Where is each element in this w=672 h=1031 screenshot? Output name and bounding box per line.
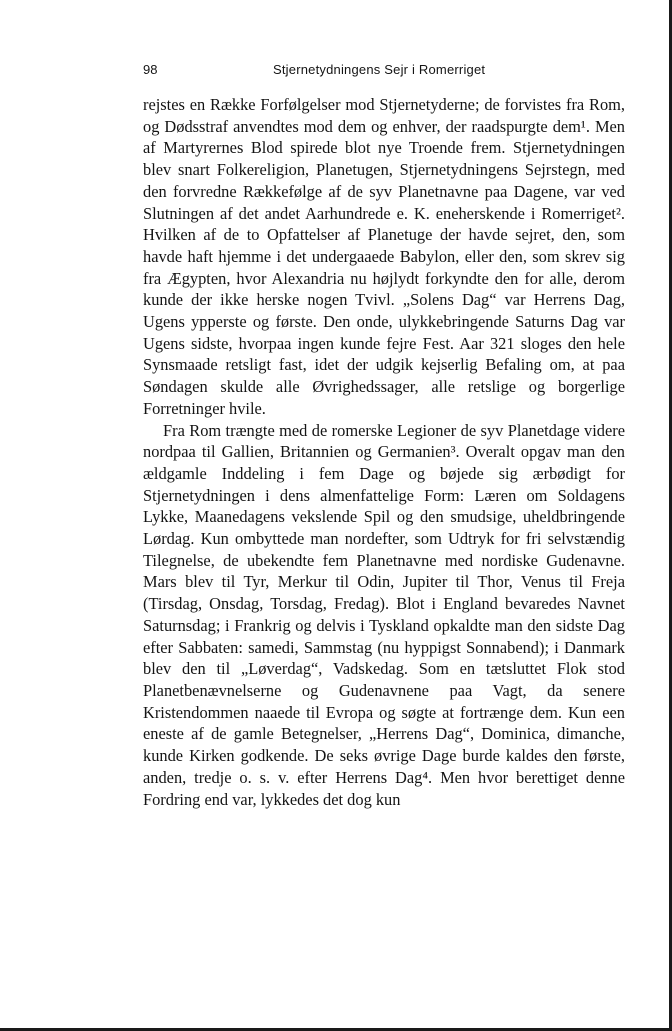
page-header bbox=[143, 60, 525, 80]
body-text bbox=[143, 94, 625, 810]
page-number: 98 bbox=[143, 62, 158, 77]
paragraph-1: rejstes en Række Forfølgelser mod Stjernetyderne; de forvistes fra Rom, og Dødsstraf anvendtes mod dem og enhver, der raadspurgte dem¹. Men af Martyrernes Blod spirede blot nye Troende frem. Stjernetydningen blev snart Folkereligion, Planetugen, Stjernetydningens Sejrstegn, med den forvredne Rækkefølge af de syv Planetnavne paa Dagene, var ved Slutningen af det andet Aarhundrede e. K. eneherskende i Romerriget². Hvilken af de to Opfattelser af Planetuge der havde sejret, den, som havde haft hjemme i det undergaaede Babylon, eller den, som skrev sig fra Ægypten, hvor Alexandria nu højlydt forkyndte den for alle, derom kunde der ikke herske nogen Tvivl. „Solens Dag“ var Herrens Dag, Ugens ypperste og første. Den onde, ulykkebringende Saturns Dag var Ugens sidste, hvorpaa ingen kunde fejre Fest. Aar 321 sloges den hele Synsmaade retsligt fast, idet der udgik kejserlig Befaling om, at paa Søndagen skulde alle Øvrighedssager, alle retslige og borgerlige Forretninger hvile. bbox=[143, 95, 625, 418]
paragraph-2: Fra Rom trængte med de romerske Legioner de syv Planetdage videre nordpaa til Gallien, Britannien og Germanien³. Overalt opgav man den ældgamle Inddeling i fem Dage og bøjede sig ærbødigt for Stjernetydningen i dens almenfattelige Form: Læren om Soldagens Lykke, Maanedagens vekslende Spil og den smudsige, uheldbringende Lørdag. Kun ombyttede man nordefter, som Udtryk for fri selvstændig Tilegnelse, de ubekendte fem Planetnavne med nordiske Gudenavne. Mars blev til Tyr, Merkur til Odin, Jupiter til Thor, Venus til Freja (Tirsdag, Onsdag, Torsdag, Fredag). Blot i England bevaredes Navnet Saturnsdag; i Frankrig og delvis i Tyskland opkaldte man den sidste Dag efter Sabbaten: samedi, Sammstag (nu hyppigst Sonnabend); i Danmark blev den til „Løverdag“, Vadskedag. Som en tætsluttet Flok stod Planetbenævnelserne og Gudenavnene paa Vagt, da senere Kristendommen naaede til Evropa og søgte at fortrænge dem. Kun een eneste af de gamle Betegnelser, „Herrens Dag“, Dominica, dimanche, kunde Kirken godkende. De seks øvrige Dage burde kaldes den første, anden, tredje o. s. v. efter Herrens Dag⁴. Men hvor berettiget denne Fordring end var, lykkedes det dog kun bbox=[143, 420, 625, 809]
running-title: Stjernetydningens Sejr i Romerriget bbox=[273, 62, 486, 77]
